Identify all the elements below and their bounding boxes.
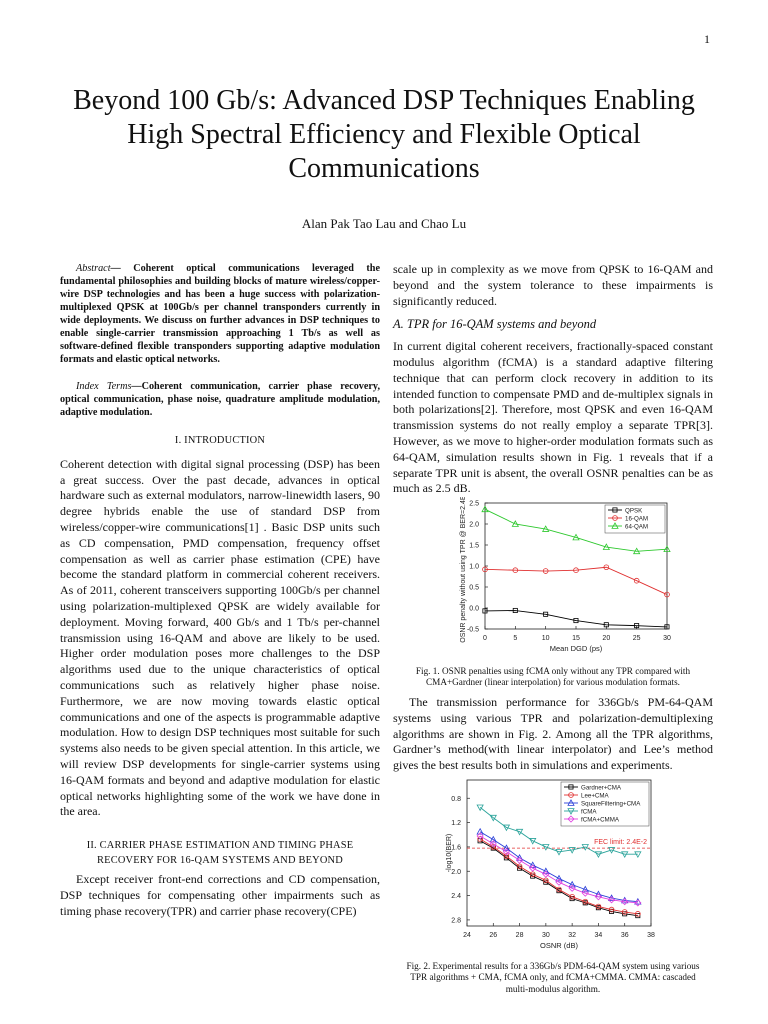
abstract-text: — Coherent optical communications leveraged the fundamental philosophies and building blocks of mature wireless/copper-wire DSP technologies and has been a huge success with polarization-multiplexed QPSK at 100Gb/s per channel transponders currently in wide deployments. We discuss on further advances in DSP techniques to enable single-carrier transmission approaching 1 Tb/s as well as software-defined flexible transponders supporting adaptive modulation formats and elastic optical networks. <box>60 263 380 365</box>
y-axis-label: -log10(BER) <box>446 833 453 873</box>
legend-label: SquareFiltering+CMA <box>581 800 641 808</box>
x-tick-label: 30 <box>663 635 671 643</box>
x-tick-label: 26 <box>489 931 498 939</box>
x-tick-label: 28 <box>515 931 524 939</box>
abstract <box>60 262 380 366</box>
figure-2 <box>393 774 713 957</box>
figure-2-caption: Fig. 2. Experimental results for a 336Gb/s PDM-64-QAM system using various TPR algorithms + CMA, fCMA only, and fCMA+CMMA. CMMA: cascaded multi-modulus algorithm. <box>406 960 700 994</box>
y-tick-label: 2.5 <box>469 500 479 508</box>
x-tick-label: 5 <box>513 635 518 643</box>
legend-label: fCMA+CMMA <box>581 816 619 824</box>
y-tick-label: 2.0 <box>469 521 479 529</box>
y-axis-label: OSNR penalty without using TPR @ BER=2.4E-2 <box>460 497 467 643</box>
y-tick-label: 2.8 <box>451 917 461 925</box>
figure-1 <box>393 497 713 662</box>
y-tick-label: 0.0 <box>469 605 479 613</box>
x-tick-label: 24 <box>463 931 471 939</box>
x-tick-label: 20 <box>602 635 611 643</box>
paper-title: Beyond 100 Gb/s: Advanced DSP Techniques Enabling High Spectral Efficiency and Flexible Optical Communications <box>73 85 695 184</box>
authors: Alan Pak Tao Lau and Chao Lu <box>301 216 467 231</box>
page-number: 1 <box>704 32 710 46</box>
introduction-body: Coherent detection with digital signal processing (DSP) has been a great success. Over the past decade, advances in optical hardware such as external modulators, narrow-linewidth lasers, 90 degree hybrids enable the use of standard DSP from wireless/copper-wire communications[1] . Basic DSP units such as CD compensation, PMD compensation, frequency offset compensation as well as carrier phase estimation (CPE) have become the standard platform in commercial coherent receivers. As of 2011, coherent transceivers supporting 100Gb/s per channel using polarization-multiplexed QPSK are widely available for deployment. Moving forward, 400 Gb/s and 1 Tb/s per-channel transmission using 16-QAM and above are likely to be used. Higher order modulation poses more challenges to the DSP algorithms used due to the unique characteristics of optical communications such as relatively higher phase noise. Furthermore, we are now moving towards elastic optical communications and one of the aspects is programmable adaptive modulation. How to design DSP techniques most suitable for such systems also needs to be given special attention. In this article, we will review DSP developments for single-carrier systems using 16-QAM formats and beyond and adaptive modulation for elastic optical networks highlighting some of the work we have done in the area. <box>60 456 380 819</box>
transmission-paragraph: The transmission performance for 336Gb/s PM-64-QAM systems using various TPR and polarization-demultiplexing algorithms are shown in Fig. 2. Among all the TPR algorithms, Gardner’s method(with linear interpolator) and Lee’s method gives the best results both in simulations and experiments. <box>393 694 713 773</box>
x-tick-label: 25 <box>632 635 641 643</box>
y-tick-label: 1.5 <box>469 542 479 550</box>
x-tick-label: 30 <box>541 931 550 939</box>
y-tick-label: 1.2 <box>451 820 461 828</box>
left-column <box>60 262 380 920</box>
x-tick-label: 34 <box>594 931 603 939</box>
x-tick-label: 10 <box>541 635 550 643</box>
section-heading-carrier-phase <box>60 838 380 868</box>
section-heading-line2: RECOVERY FOR 16-QAM SYSTEMS AND BEYOND <box>97 855 343 867</box>
legend-label: Gardner+CMA <box>581 784 622 792</box>
legend-label: QPSK <box>625 507 643 515</box>
x-axis-label: Mean DGD (ps) <box>549 644 603 654</box>
continued-paragraph: scale up in complexity as we move from QPSK to 16-QAM and beyond and the system tolerance to these impairments is significantly reduced. <box>393 262 713 308</box>
figure-2-chart <box>393 774 713 952</box>
right-column <box>393 262 713 1001</box>
legend-label: Lee+CMA <box>581 792 609 800</box>
figure-1-chart <box>393 497 713 657</box>
tpr-paragraph: In current digital coherent receivers, fractionally-spaced constant modulus algorithm (fCMA) is a standard adaptive filtering technique that can perform clock recovery in addition to its intended function to compensate PMD and de-multiplex signals in both polarizations[2]. Therefore, most QPSK and even 16-QAM transmission systems do not really employ a separate TPR[3]. However, as we move to higher-order modulation formats such as 64-QAM, simulation results shown in Fig. 1 reveals that if a separate TPR unit is absent, the overall OSNR penalties can be as much as 2.5 dB. <box>393 339 713 496</box>
y-tick-label: 1.6 <box>451 844 461 852</box>
y-tick-label: -0.5 <box>466 626 479 634</box>
legend-label: fCMA <box>581 808 597 816</box>
section-heading-introduction: I. INTRODUCTION <box>174 435 266 446</box>
x-tick-label: 38 <box>647 931 655 939</box>
y-tick-label: 0.5 <box>469 584 479 592</box>
y-tick-label: 2.4 <box>451 893 461 901</box>
x-tick-label: 36 <box>620 931 629 939</box>
y-tick-label: 2.0 <box>451 868 461 876</box>
legend-label: 16-QAM <box>625 515 649 523</box>
fec-limit-annotation: FEC limit: 2.4E-2 <box>594 839 647 847</box>
figure-1-caption: Fig. 1. OSNR penalties using fCMA only without any TPR compared with CMA+Gardner (linear interpolation) for various modulation formats. <box>415 665 691 688</box>
index-terms-text: —Coherent communication, carrier phase recovery, optical communication, phase noise, quadrature amplitude modulation, adaptive modulation. <box>60 381 380 418</box>
section2-body: Except receiver front-end corrections and CD compensation, DSP techniques for compensating other impairments such as timing phase recovery(TPR) and carrier phase recovery(CPE) <box>60 872 380 918</box>
legend-label: 64-QAM <box>625 523 649 531</box>
x-tick-label: 15 <box>572 635 580 643</box>
index-terms-label: Index Terms <box>76 381 132 392</box>
index-terms <box>60 380 380 419</box>
x-tick-label: 32 <box>568 931 577 939</box>
abstract-label: Abstract <box>76 263 111 274</box>
x-tick-label: 0 <box>483 635 487 643</box>
y-tick-label: 1.0 <box>469 563 479 571</box>
x-axis-label: OSNR (dB) <box>540 940 578 950</box>
subsection-heading-tpr: A. TPR for 16-QAM systems and beyond <box>393 317 597 332</box>
section-heading-line1: II. CARRIER PHASE ESTIMATION AND TIMING PHASE <box>86 840 354 852</box>
y-tick-label: 0.8 <box>451 795 461 803</box>
